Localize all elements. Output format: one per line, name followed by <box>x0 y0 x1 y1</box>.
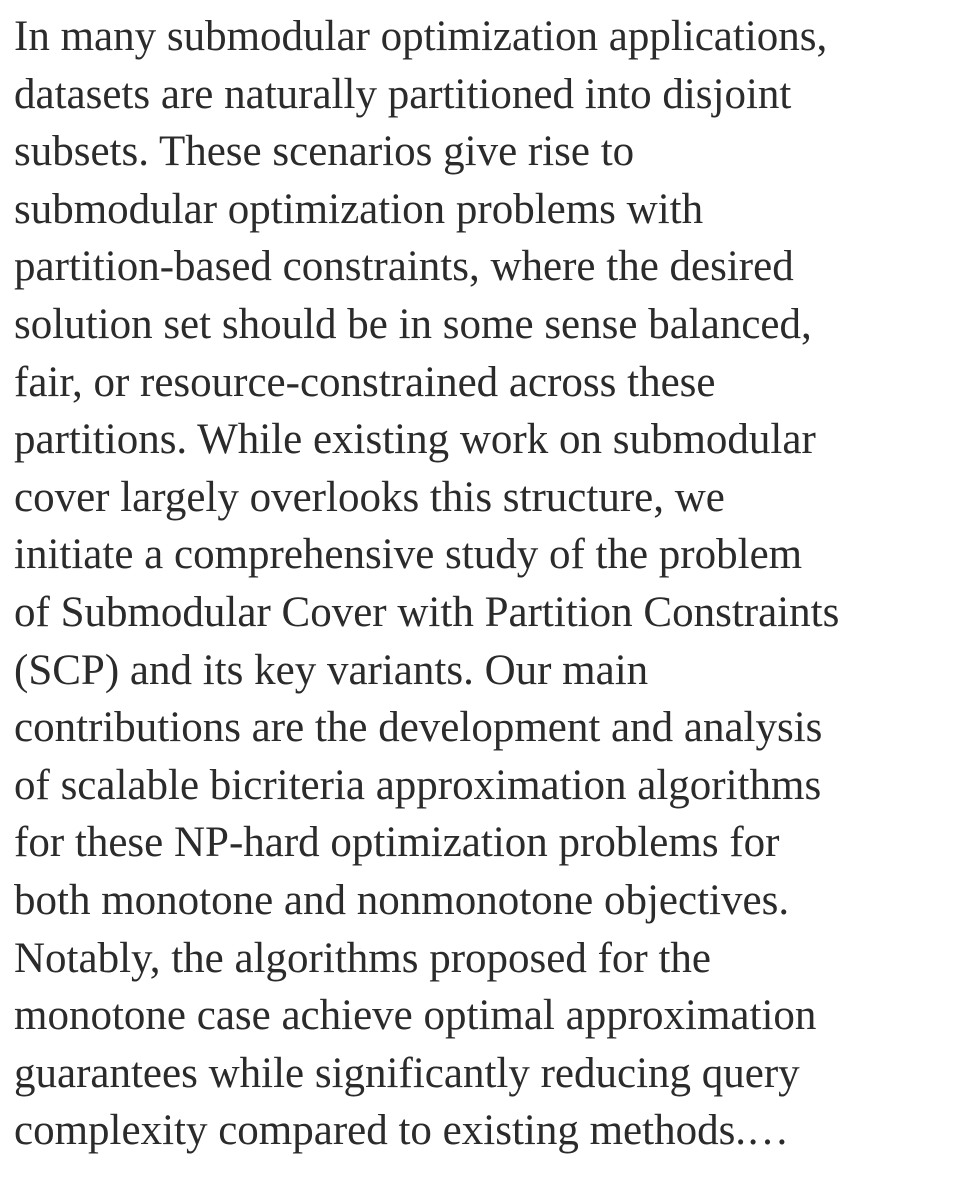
text-line: fair, or resource-constrained across these <box>14 358 716 406</box>
text-line: for these NP-hard optimization problems for <box>14 819 780 867</box>
text-line: contributions are the development and analysis <box>14 704 823 752</box>
text-line: both monotone and nonmonotone objectives. <box>14 876 790 924</box>
text-line: of Submodular Cover with Partition Constraints <box>14 588 840 636</box>
text-line: (SCP) and its key variants. Our main <box>14 646 649 694</box>
text-line: Notably, the algorithms proposed for the <box>14 934 712 982</box>
text-line: In many submodular optimization applications, <box>14 13 828 60</box>
text-line: subsets. These scenarios give rise to <box>14 128 635 176</box>
text-line: partition-based constraints, where the desired <box>14 243 794 291</box>
text-line: complexity compared to existing methods.… <box>14 1107 790 1155</box>
text-line: cover largely overlooks this structure, we <box>14 473 725 521</box>
text-line: datasets are naturally partitioned into disjoint <box>14 70 792 118</box>
text-line: monotone case achieve optimal approximation <box>14 992 817 1040</box>
text-line: partitions. While existing work on submodular <box>14 416 816 464</box>
text-line: of scalable bicriteria approximation algorithms <box>14 761 822 809</box>
text-line: solution set should be in some sense balanced, <box>14 300 812 348</box>
text-line: guarantees while significantly reducing query <box>14 1049 800 1097</box>
text-line: submodular optimization problems with <box>14 185 704 233</box>
text-line: initiate a comprehensive study of the problem <box>14 531 803 579</box>
